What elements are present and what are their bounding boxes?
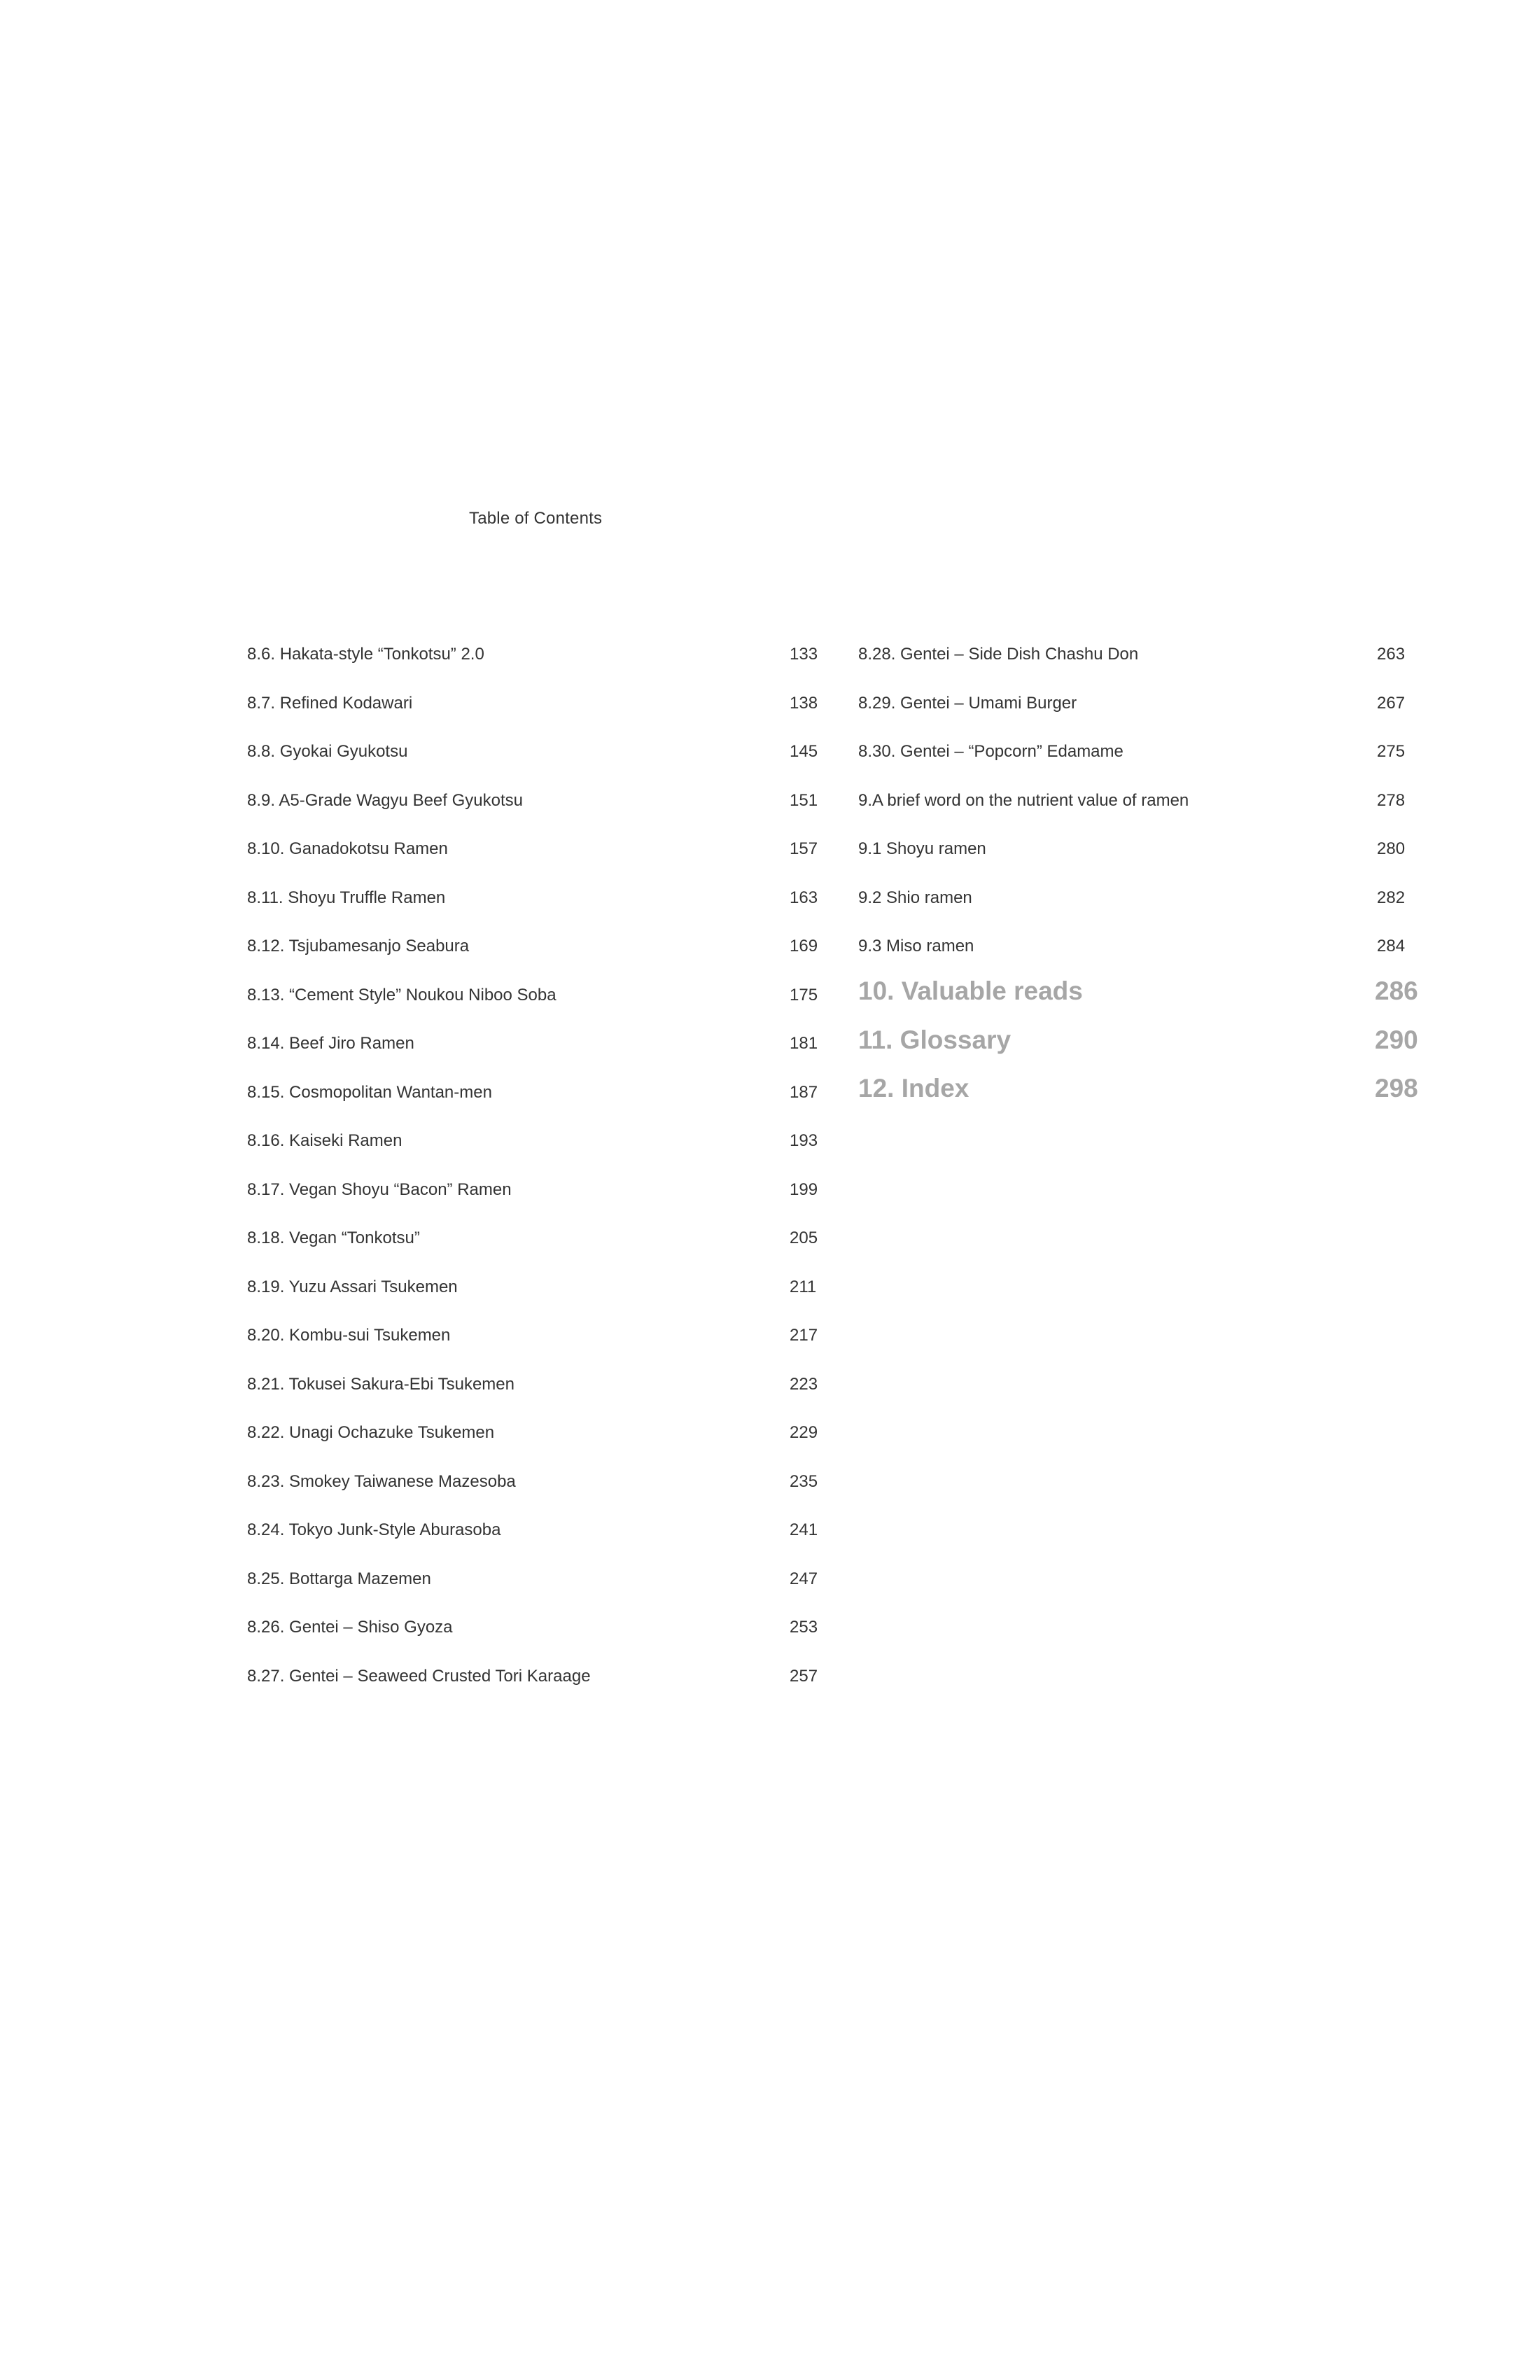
toc-entry-title: 8.25. Bottarga Mazemen	[247, 1569, 431, 1588]
toc-entry-page: 205	[790, 1228, 818, 1247]
toc-entry[interactable]	[247, 1468, 821, 1496]
toc-entry-page: 275	[1377, 742, 1406, 761]
toc-entry-title: 8.10. Ganadokotsu Ramen	[247, 839, 448, 858]
toc-major-section[interactable]	[858, 1021, 1425, 1060]
toc-entry[interactable]	[247, 738, 821, 766]
toc-entry[interactable]	[247, 1565, 821, 1593]
toc-entry-page: 151	[790, 791, 818, 810]
toc-entry[interactable]	[247, 1419, 821, 1447]
toc-entry[interactable]	[247, 1079, 821, 1107]
toc-entry-page: 280	[1377, 839, 1406, 858]
toc-entry-page: 241	[790, 1520, 818, 1539]
toc-entry-page: 217	[790, 1326, 818, 1345]
toc-entry-page: 187	[790, 1083, 818, 1102]
toc-entry-title: 9.3 Miso ramen	[858, 937, 974, 955]
toc-entry[interactable]	[247, 981, 821, 1009]
toc-entry-title: 8.19. Yuzu Assari Tsukemen	[247, 1278, 458, 1296]
toc-entry[interactable]	[247, 884, 821, 912]
toc-entry-page: 282	[1377, 888, 1406, 907]
toc-section-page: 286	[1375, 976, 1418, 1005]
toc-entry-page: 267	[1377, 694, 1406, 713]
toc-entry[interactable]	[247, 1322, 821, 1350]
toc-major-section[interactable]	[858, 1069, 1425, 1108]
toc-entry-page: 235	[790, 1472, 818, 1491]
toc-entry[interactable]	[858, 738, 1425, 766]
toc-entry-title: 8.18. Vegan “Tonkotsu”	[247, 1228, 420, 1247]
toc-major-section[interactable]	[858, 972, 1425, 1011]
toc-entry[interactable]	[247, 787, 821, 815]
toc-entry-title: 8.9. A5-Grade Wagyu Beef Gyukotsu	[247, 791, 523, 810]
toc-entry-title: 9.2 Shio ramen	[858, 888, 972, 907]
toc-entry[interactable]	[858, 640, 1425, 668]
toc-entry[interactable]	[247, 640, 821, 668]
toc-entry-title: 8.11. Shoyu Truffle Ramen	[247, 888, 446, 907]
toc-entry-title: 9.1 Shoyu ramen	[858, 839, 986, 858]
toc-entry-page: 163	[790, 888, 818, 907]
toc-entry[interactable]	[247, 1371, 821, 1399]
toc-entry-page: 263	[1377, 645, 1406, 664]
toc-entry-title: 8.20. Kombu-sui Tsukemen	[247, 1326, 451, 1345]
toc-entry-title: 9.A brief word on the nutrient value of ramen	[858, 791, 1189, 810]
toc-entry-page: 193	[790, 1131, 818, 1150]
toc-entry-page: 247	[790, 1569, 818, 1588]
toc-entry-page: 229	[790, 1423, 818, 1442]
toc-section-title: 10. Valuable reads	[858, 976, 1083, 1005]
toc-entry-title: 8.29. Gentei – Umami Burger	[858, 694, 1077, 713]
toc-entry-page: 199	[790, 1180, 818, 1199]
toc-entry-title: 8.16. Kaiseki Ramen	[247, 1131, 402, 1150]
toc-entry-page: 169	[790, 937, 818, 955]
toc-entry-page: 175	[790, 986, 818, 1004]
toc-entry-title: 8.22. Unagi Ochazuke Tsukemen	[247, 1423, 495, 1442]
toc-entry-page: 223	[790, 1375, 818, 1394]
toc-section-page: 290	[1375, 1026, 1418, 1054]
toc-entry[interactable]	[247, 1614, 821, 1642]
toc-section-page: 298	[1375, 1074, 1418, 1102]
toc-entry-title: 8.12. Tsjubamesanjo Seabura	[247, 937, 470, 955]
toc-entry[interactable]	[858, 932, 1425, 960]
toc-entry-title: 8.27. Gentei – Seaweed Crusted Tori Karaage	[247, 1667, 591, 1686]
toc-entry[interactable]	[858, 884, 1425, 912]
toc-section-title: 12. Index	[858, 1074, 969, 1102]
toc-entry-page: 157	[790, 839, 818, 858]
toc-entry-page: 253	[790, 1618, 818, 1637]
toc-entry[interactable]	[247, 1224, 821, 1252]
toc-entry[interactable]	[247, 1030, 821, 1058]
toc-entry-title: 8.24. Tokyo Junk-Style Aburasoba	[247, 1520, 501, 1539]
toc-entry[interactable]	[858, 835, 1425, 863]
toc-entry-title: 8.13. “Cement Style” Noukou Niboo Soba	[247, 986, 556, 1004]
toc-entry-title: 8.6. Hakata-style “Tonkotsu” 2.0	[247, 645, 484, 664]
toc-entry[interactable]	[247, 1127, 821, 1155]
toc-entry[interactable]	[247, 1176, 821, 1204]
toc-entry-title: 8.28. Gentei – Side Dish Chashu Don	[858, 645, 1139, 664]
toc-entry[interactable]	[247, 1273, 821, 1301]
toc-entry[interactable]	[858, 787, 1425, 815]
toc-entry[interactable]	[247, 1662, 821, 1690]
toc-entry-page: 133	[790, 645, 818, 664]
toc-section-title: 11. Glossary	[858, 1026, 1011, 1054]
toc-entry[interactable]	[858, 690, 1425, 718]
toc-entry[interactable]	[247, 835, 821, 863]
toc-entry-title: 8.23. Smokey Taiwanese Mazesoba	[247, 1472, 516, 1491]
toc-entry[interactable]	[247, 1516, 821, 1544]
toc-entry-title: 8.26. Gentei – Shiso Gyoza	[247, 1618, 453, 1637]
toc-entry-page: 257	[790, 1667, 818, 1686]
toc-entry-page: 145	[790, 742, 818, 761]
toc-entry-page: 138	[790, 694, 818, 713]
toc-entry[interactable]	[247, 932, 821, 960]
toc-entry-page: 211	[790, 1278, 817, 1296]
toc-entry[interactable]	[247, 690, 821, 718]
page-title: Table of Contents	[469, 509, 603, 528]
toc-entry-page: 284	[1377, 937, 1406, 955]
toc-entry-title: 8.15. Cosmopolitan Wantan-men	[247, 1083, 492, 1102]
toc-entry-title: 8.8. Gyokai Gyukotsu	[247, 742, 408, 761]
toc-entry-page: 181	[790, 1034, 818, 1053]
toc-entry-title: 8.14. Beef Jiro Ramen	[247, 1034, 414, 1053]
toc-entry-title: 8.21. Tokusei Sakura-Ebi Tsukemen	[247, 1375, 514, 1394]
toc-entry-title: 8.30. Gentei – “Popcorn” Edamame	[858, 742, 1124, 761]
toc-entry-title: 8.7. Refined Kodawari	[247, 694, 413, 713]
toc-entry-title: 8.17. Vegan Shoyu “Bacon” Ramen	[247, 1180, 512, 1199]
toc-entry-page: 278	[1377, 791, 1406, 810]
